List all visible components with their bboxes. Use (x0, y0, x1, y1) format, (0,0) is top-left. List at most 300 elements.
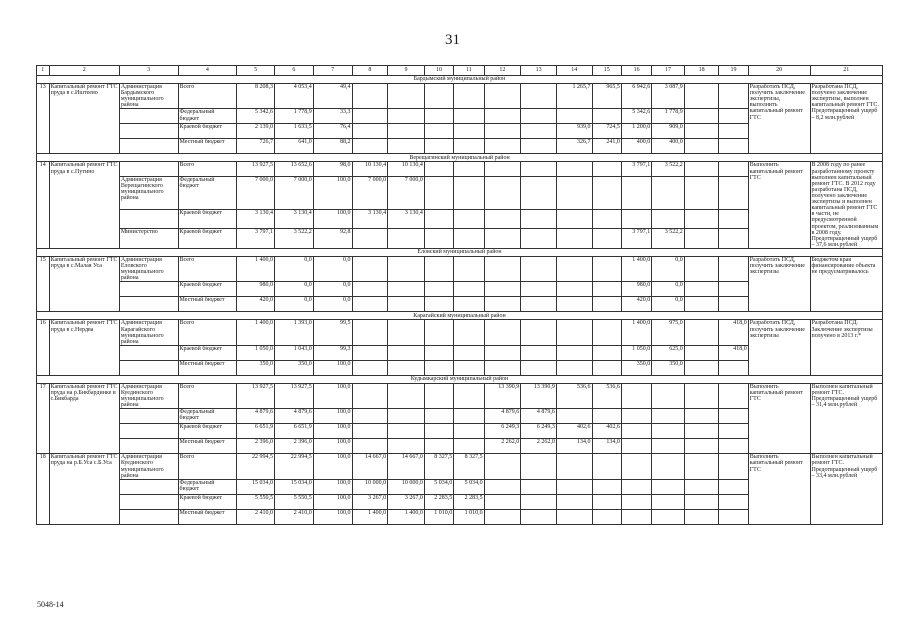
amount-cell: 418,0 (719, 345, 748, 360)
amount-cell (592, 282, 621, 297)
amount-cell: 3 522,2 (274, 229, 313, 249)
district-name: Верещагинский муниципальный район (37, 154, 883, 162)
object-name: Капитальный ремонт ГТС пруда в с.Иштеево (49, 84, 119, 154)
amount-cell (556, 176, 592, 209)
amount-cell (424, 139, 453, 154)
amount-cell (454, 297, 484, 312)
funding-source: Краевой бюджет (178, 494, 237, 509)
amount-cell: 100,0 (313, 454, 352, 479)
amount-cell (352, 424, 388, 439)
amount-cell (424, 383, 453, 408)
amount-cell: 5 550,5 (274, 494, 313, 509)
amount-cell: 100,0 (313, 176, 352, 209)
amount-cell: 1 400,0 (237, 256, 275, 281)
amount-cell: 3 797,1 (621, 162, 651, 176)
amount-cell (719, 256, 748, 281)
amount-cell: 14 667,0 (352, 454, 388, 479)
actual-result: Выполнен капитальный ремонт ГТС. Предотвращенный ущерб – 33,4 млн.рублей (810, 454, 882, 524)
amount-cell (684, 297, 719, 312)
amount-cell: 1 400,0 (388, 509, 425, 524)
funding-source: Федеральный бюджет (178, 109, 237, 124)
amount-cell: 2 262,0 (521, 439, 557, 454)
amount-cell: 0,0 (313, 256, 352, 281)
program-table (36, 65, 883, 525)
amount-cell (484, 124, 521, 139)
amount-cell (454, 282, 484, 297)
amount-cell (652, 409, 684, 424)
amount-cell (684, 439, 719, 454)
amount-cell (424, 320, 453, 345)
amount-cell (454, 439, 484, 454)
amount-cell (652, 383, 684, 408)
amount-cell: 100,0 (313, 424, 352, 439)
amount-cell (521, 84, 557, 109)
amount-cell: 241,0 (592, 139, 621, 154)
district-name: Бардымский муниципальный район (37, 76, 883, 84)
amount-cell (521, 360, 557, 375)
amount-cell: 22 994,5 (274, 454, 313, 479)
amount-cell: 7 000,0 (237, 176, 275, 209)
amount-cell: 8 327,5 (424, 454, 453, 479)
amount-cell: 4 879,6 (237, 409, 275, 424)
amount-cell: 1 633,5 (274, 124, 313, 139)
column-number-cell: 3 (119, 66, 178, 76)
amount-cell: 400,0 (652, 139, 684, 154)
amount-cell: 1 400,0 (621, 256, 651, 281)
amount-cell (556, 209, 592, 229)
planned-result: Выполнить капитальный ремонт ГТС (748, 383, 810, 453)
amount-cell (424, 84, 453, 109)
planned-result: Выполнить капитальный ремонт ГТС (748, 454, 810, 524)
planned-result: Разработать ПСД, получить заключение экспертизы, выполнить капитальный ремонт ГТС (748, 84, 810, 154)
amount-cell (521, 124, 557, 139)
amount-cell (388, 139, 425, 154)
amount-cell (424, 282, 453, 297)
amount-cell (621, 494, 651, 509)
amount-cell: 8 327,5 (454, 454, 484, 479)
amount-cell: 0,0 (274, 297, 313, 312)
amount-cell (352, 297, 388, 312)
amount-cell: 402,6 (592, 424, 621, 439)
amount-cell: 3 130,4 (274, 209, 313, 229)
amount-cell (352, 124, 388, 139)
executor (119, 509, 178, 524)
amount-cell (652, 509, 684, 524)
amount-cell (556, 509, 592, 524)
amount-cell: 33,3 (313, 109, 352, 124)
amount-cell: 0,0 (274, 282, 313, 297)
amount-cell (719, 360, 748, 375)
amount-cell: 1 050,0 (621, 345, 651, 360)
planned-result: Выполнить капитальный ремонт ГТС (748, 162, 810, 249)
amount-cell: 350,0 (274, 360, 313, 375)
amount-cell (521, 297, 557, 312)
amount-cell: 3 797,1 (237, 229, 275, 249)
amount-cell (352, 320, 388, 345)
amount-cell (719, 229, 748, 249)
amount-cell: 5 550,5 (237, 494, 275, 509)
amount-cell (454, 84, 484, 109)
amount-cell: 326,7 (556, 139, 592, 154)
funding-source: Всего (178, 454, 237, 479)
object-name: Капитальный ремонт ГТС пруда в с.Нердва (49, 320, 119, 375)
amount-cell (454, 424, 484, 439)
object-name: Капитальный ремонт ГТС пруда в с.Малая Уса (49, 256, 119, 311)
executor: Министерство (119, 229, 178, 249)
amount-cell (521, 509, 557, 524)
amount-cell: 100,0 (313, 383, 352, 408)
actual-result: Бюджетом края финансирование объекта не предусматривалось (810, 256, 882, 311)
amount-cell: 13 390,9 (484, 383, 521, 408)
amount-cell: 2 396,0 (237, 439, 275, 454)
row-number: 15 (37, 256, 50, 311)
amount-cell (719, 479, 748, 494)
amount-cell (454, 229, 484, 249)
amount-cell (521, 162, 557, 176)
amount-cell: 1 265,7 (556, 84, 592, 109)
amount-cell: 0,0 (652, 256, 684, 281)
amount-cell: 4 879,6 (274, 409, 313, 424)
object-row (37, 320, 883, 345)
amount-cell (424, 345, 453, 360)
amount-cell: 0,0 (652, 282, 684, 297)
amount-cell (388, 345, 425, 360)
amount-cell: 100,0 (313, 509, 352, 524)
amount-cell (352, 282, 388, 297)
amount-cell: 6 249,3 (484, 424, 521, 439)
amount-cell (684, 139, 719, 154)
row-number: 13 (37, 84, 50, 154)
amount-cell: 3 797,1 (621, 229, 651, 249)
amount-cell (388, 256, 425, 281)
amount-cell (684, 109, 719, 124)
amount-cell (484, 509, 521, 524)
amount-cell: 49,4 (313, 84, 352, 109)
amount-cell (424, 439, 453, 454)
amount-cell (719, 454, 748, 479)
amount-cell (621, 209, 651, 229)
amount-cell: 4 879,6 (484, 409, 521, 424)
funding-source: Краевой бюджет (178, 424, 237, 439)
funding-source: Краевой бюджет (178, 345, 237, 360)
row-number: 14 (37, 162, 50, 249)
amount-cell (388, 124, 425, 139)
amount-cell (521, 454, 557, 479)
amount-cell (484, 345, 521, 360)
amount-cell (556, 109, 592, 124)
amount-cell (652, 209, 684, 229)
amount-cell: 1 050,0 (237, 345, 275, 360)
column-number-cell: 11 (454, 66, 484, 76)
amount-cell: 975,0 (652, 320, 684, 345)
amount-cell (521, 209, 557, 229)
amount-cell (484, 84, 521, 109)
executor (119, 409, 178, 424)
amount-cell: 88,2 (313, 139, 352, 154)
amount-cell: 0,0 (274, 256, 313, 281)
amount-cell (521, 176, 557, 209)
page-number: 31 (445, 32, 460, 48)
column-number-cell: 15 (592, 66, 621, 76)
amount-cell (424, 360, 453, 375)
amount-cell (621, 439, 651, 454)
amount-cell (592, 409, 621, 424)
amount-cell (592, 256, 621, 281)
funding-source: Всего (178, 383, 237, 408)
amount-cell: 5 342,6 (237, 109, 275, 124)
amount-cell (352, 360, 388, 375)
amount-cell (684, 345, 719, 360)
amount-cell: 3 522,2 (652, 229, 684, 249)
amount-cell (454, 320, 484, 345)
executor (119, 360, 178, 375)
column-number-cell: 13 (521, 66, 557, 76)
document-code: 5048-14 (37, 600, 64, 609)
executor (119, 479, 178, 494)
amount-cell (719, 509, 748, 524)
amount-cell: 100,0 (313, 409, 352, 424)
amount-cell (484, 176, 521, 209)
amount-cell (352, 409, 388, 424)
amount-cell: 2 410,0 (237, 509, 275, 524)
funding-source: Местный бюджет (178, 439, 237, 454)
amount-cell: 5 034,0 (454, 479, 484, 494)
column-number-cell: 10 (424, 66, 453, 76)
amount-cell (352, 345, 388, 360)
funding-source: Всего (178, 162, 237, 176)
amount-cell: 420,0 (621, 297, 651, 312)
amount-cell (454, 409, 484, 424)
object-name: Капитальный ремонт ГТС пруда в с.Путино (49, 162, 119, 249)
amount-cell (484, 229, 521, 249)
amount-cell (454, 383, 484, 408)
object-row (37, 84, 883, 109)
amount-cell (352, 139, 388, 154)
amount-cell: 10 130,4 (388, 162, 425, 176)
funding-source: Федеральный бюджет (178, 409, 237, 424)
column-number-cell: 4 (178, 66, 237, 76)
amount-cell (556, 162, 592, 176)
amount-cell: 3 130,4 (237, 209, 275, 229)
amount-cell (352, 383, 388, 408)
amount-cell (521, 109, 557, 124)
amount-cell (388, 409, 425, 424)
amount-cell (621, 409, 651, 424)
amount-cell: 99,3 (313, 345, 352, 360)
funding-source: Местный бюджет (178, 139, 237, 154)
amount-cell (424, 297, 453, 312)
column-number-cell: 14 (556, 66, 592, 76)
amount-cell (652, 494, 684, 509)
amount-cell (424, 124, 453, 139)
amount-cell: 1 778,9 (652, 109, 684, 124)
amount-cell (388, 383, 425, 408)
amount-cell (556, 409, 592, 424)
amount-cell: 2 410,0 (274, 509, 313, 524)
district-header-row (37, 375, 883, 383)
funding-source: Местный бюджет (178, 360, 237, 375)
amount-cell: 1 010,0 (424, 509, 453, 524)
amount-cell: 2 139,0 (237, 124, 275, 139)
funding-source: Всего (178, 320, 237, 345)
executor (119, 439, 178, 454)
executor (119, 162, 178, 176)
amount-cell (719, 209, 748, 229)
executor (119, 494, 178, 509)
funding-source: Местный бюджет (178, 509, 237, 524)
amount-cell: 100,0 (313, 494, 352, 509)
column-number-cell: 7 (313, 66, 352, 76)
amount-cell (652, 479, 684, 494)
amount-cell (388, 439, 425, 454)
column-number-cell: 18 (684, 66, 719, 76)
amount-cell (424, 162, 453, 176)
amount-cell (556, 345, 592, 360)
amount-cell: 7 000,0 (388, 176, 425, 209)
column-number-cell: 1 (37, 66, 50, 76)
amount-cell: 4 053,4 (274, 84, 313, 109)
amount-cell (719, 439, 748, 454)
amount-cell: 1 393,0 (274, 320, 313, 345)
object-row (37, 162, 883, 176)
amount-cell (684, 282, 719, 297)
amount-cell (719, 162, 748, 176)
amount-cell: 100,0 (313, 209, 352, 229)
amount-cell (424, 424, 453, 439)
amount-cell (388, 297, 425, 312)
amount-cell (388, 282, 425, 297)
amount-cell: 3 267,0 (388, 494, 425, 509)
amount-cell (621, 424, 651, 439)
amount-cell: 134,0 (592, 439, 621, 454)
amount-cell (521, 256, 557, 281)
amount-cell (484, 162, 521, 176)
amount-cell (424, 256, 453, 281)
funding-source: Краевой бюджет (178, 229, 237, 249)
amount-cell (592, 454, 621, 479)
funding-source: Всего (178, 84, 237, 109)
amount-cell (684, 509, 719, 524)
funding-source: Федеральный бюджет (178, 176, 237, 209)
funding-source: Местный бюджет (178, 297, 237, 312)
amount-cell (719, 124, 748, 139)
amount-cell: 5 034,0 (424, 479, 453, 494)
amount-cell (621, 454, 651, 479)
amount-cell (424, 409, 453, 424)
amount-cell (352, 256, 388, 281)
amount-cell: 92,8 (313, 229, 352, 249)
amount-cell (592, 162, 621, 176)
district-name: Карагайский муниципальный район (37, 312, 883, 320)
district-header-row (37, 312, 883, 320)
actual-result: Выполнен капитальный ремонт ГТС. Предотвращенный ущерб – 31,4 млн.рублей (810, 383, 882, 453)
amount-cell (592, 209, 621, 229)
amount-cell (652, 424, 684, 439)
amount-cell (684, 229, 719, 249)
amount-cell (484, 256, 521, 281)
executor (119, 345, 178, 360)
amount-cell (352, 229, 388, 249)
amount-cell (684, 424, 719, 439)
amount-cell (454, 360, 484, 375)
amount-cell (684, 360, 719, 375)
amount-cell: 6 651,9 (274, 424, 313, 439)
amount-cell: 350,0 (652, 360, 684, 375)
amount-cell (454, 256, 484, 281)
amount-cell: 2 283,5 (454, 494, 484, 509)
amount-cell: 2 283,5 (424, 494, 453, 509)
amount-cell (484, 454, 521, 479)
amount-cell: 100,0 (313, 479, 352, 494)
amount-cell: 99,5 (313, 320, 352, 345)
amount-cell (484, 139, 521, 154)
amount-cell (592, 479, 621, 494)
amount-cell (352, 84, 388, 109)
amount-cell: 0,0 (313, 297, 352, 312)
amount-cell: 13 652,6 (274, 162, 313, 176)
amount-cell (592, 297, 621, 312)
amount-cell: 2 396,0 (274, 439, 313, 454)
amount-cell (454, 345, 484, 360)
amount-cell (592, 109, 621, 124)
amount-cell: 10 000,0 (388, 479, 425, 494)
column-number-cell: 12 (484, 66, 521, 76)
amount-cell: 5 342,6 (621, 109, 651, 124)
amount-cell (684, 383, 719, 408)
amount-cell (652, 176, 684, 209)
amount-cell (719, 109, 748, 124)
amount-cell: 536,6 (592, 383, 621, 408)
funding-source: Краевой бюджет (178, 209, 237, 229)
amount-cell (424, 229, 453, 249)
amount-cell (556, 360, 592, 375)
column-number-cell: 8 (352, 66, 388, 76)
amount-cell (521, 282, 557, 297)
amount-cell: 3 130,4 (388, 209, 425, 229)
amount-cell: 134,0 (556, 439, 592, 454)
amount-cell (352, 439, 388, 454)
amount-cell: 1 043,0 (274, 345, 313, 360)
amount-cell (388, 229, 425, 249)
executor (119, 424, 178, 439)
amount-cell (556, 479, 592, 494)
amount-cell (424, 209, 453, 229)
amount-cell (684, 256, 719, 281)
amount-cell (684, 409, 719, 424)
amount-cell (484, 320, 521, 345)
amount-cell: 8 208,3 (237, 84, 275, 109)
column-number-cell: 17 (652, 66, 684, 76)
amount-cell (719, 297, 748, 312)
amount-cell: 6 651,9 (237, 424, 275, 439)
amount-cell: 625,0 (652, 345, 684, 360)
column-number-cell: 9 (388, 66, 425, 76)
object-row (37, 383, 883, 408)
amount-cell: 100,0 (313, 360, 352, 375)
object-name: Капитальный ремонт ГТС пруда на р.Бикбардинке в с.Бикбарда (49, 383, 119, 453)
amount-cell: 724,5 (592, 124, 621, 139)
amount-cell (719, 494, 748, 509)
amount-cell (652, 454, 684, 479)
amount-cell (592, 229, 621, 249)
object-row (37, 256, 883, 281)
amount-cell (388, 424, 425, 439)
amount-cell: 10 130,4 (352, 162, 388, 176)
amount-cell: 3 522,2 (652, 162, 684, 176)
amount-cell: 4 879,6 (521, 409, 557, 424)
executor: Администрация Карагайского муниципального района (119, 320, 178, 345)
amount-cell: 400,0 (621, 139, 651, 154)
